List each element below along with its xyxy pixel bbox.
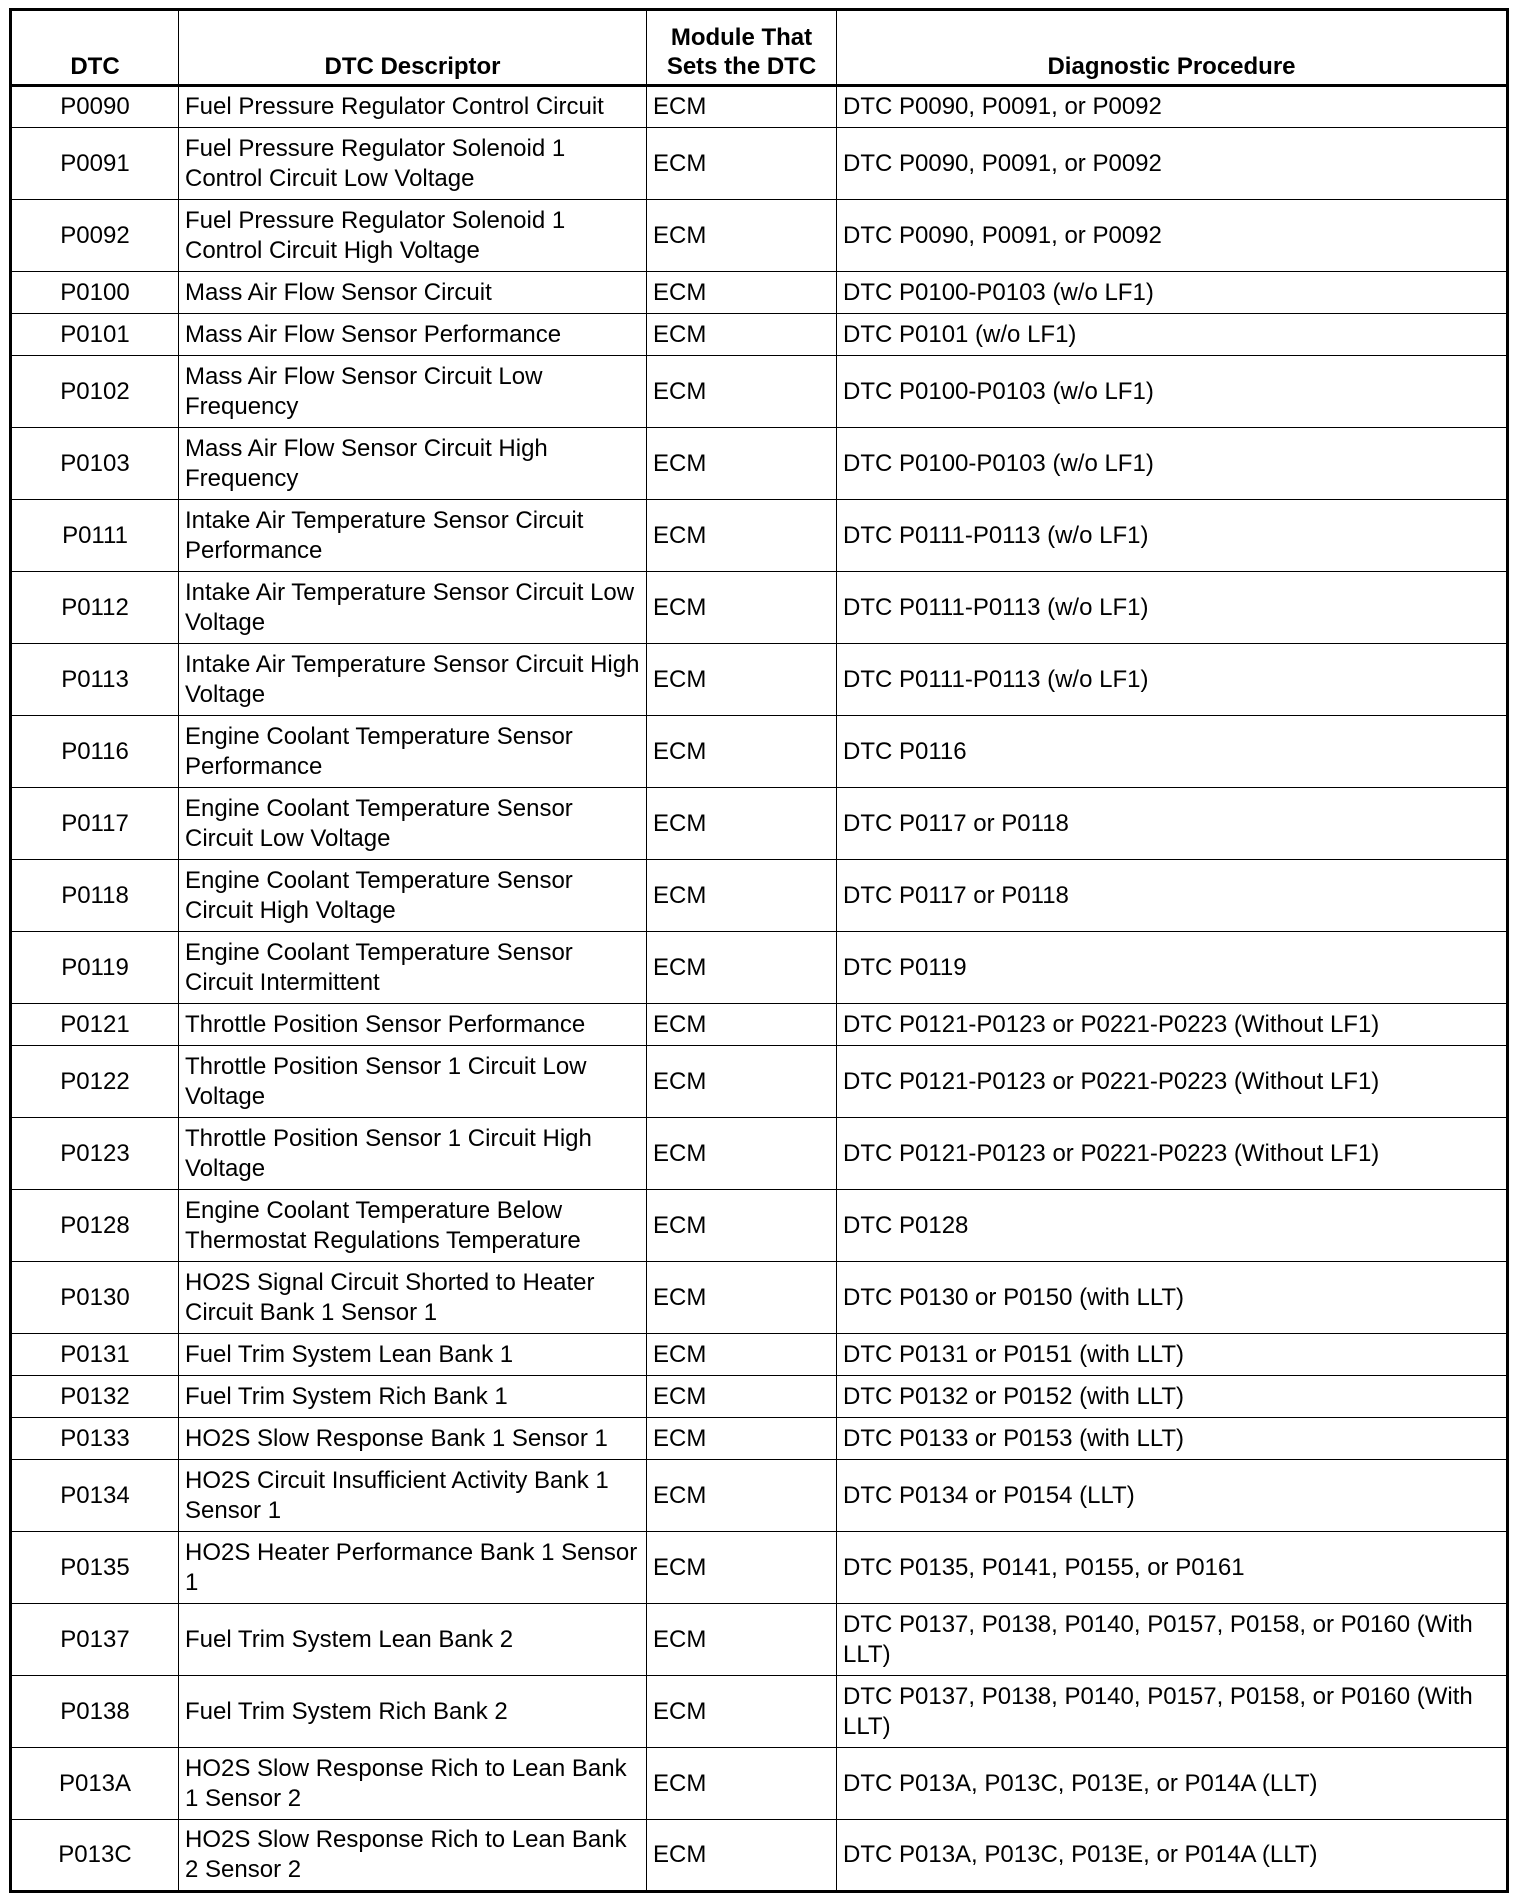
- table-row: [11, 128, 1508, 200]
- dtc-descriptor-cell: Intake Air Temperature Sensor Circuit Low Voltage: [179, 572, 647, 644]
- diagnostic-procedure-cell: DTC P0132 or P0152 (with LLT): [837, 1376, 1508, 1418]
- table-row: [11, 356, 1508, 428]
- dtc-descriptor-cell: Mass Air Flow Sensor Circuit Low Frequency: [179, 356, 647, 428]
- dtc-descriptor-cell: HO2S Signal Circuit Shorted to Heater Circuit Bank 1 Sensor 1: [179, 1262, 647, 1334]
- module-cell: ECM: [647, 314, 837, 356]
- module-cell: ECM: [647, 788, 837, 860]
- module-cell: ECM: [647, 272, 837, 314]
- module-cell: ECM: [647, 428, 837, 500]
- diagnostic-procedure-cell: DTC P0111-P0113 (w/o LF1): [837, 572, 1508, 644]
- dtc-descriptor-cell: Mass Air Flow Sensor Circuit High Frequency: [179, 428, 647, 500]
- module-cell: ECM: [647, 1118, 837, 1190]
- table-row: [11, 272, 1508, 314]
- dtc-descriptor-cell: Throttle Position Sensor Performance: [179, 1004, 647, 1046]
- table-row: [11, 1118, 1508, 1190]
- dtc-code-cell: P0134: [11, 1460, 179, 1532]
- dtc-code-cell: P0123: [11, 1118, 179, 1190]
- dtc-descriptor-cell: Engine Coolant Temperature Below Thermostat Regulations Temperature: [179, 1190, 647, 1262]
- dtc-descriptor-cell: Intake Air Temperature Sensor Circuit High Voltage: [179, 644, 647, 716]
- module-cell: ECM: [647, 860, 837, 932]
- table-row: [11, 1460, 1508, 1532]
- diagnostic-procedure-cell: DTC P0131 or P0151 (with LLT): [837, 1334, 1508, 1376]
- header-module-line2: Sets the DTC: [666, 53, 817, 80]
- module-cell: ECM: [647, 1190, 837, 1262]
- header-procedure: Diagnostic Procedure: [837, 10, 1508, 86]
- dtc-code-cell: P0117: [11, 788, 179, 860]
- diagnostic-procedure-cell: DTC P0111-P0113 (w/o LF1): [837, 644, 1508, 716]
- module-cell: ECM: [647, 1676, 837, 1748]
- dtc-code-cell: P0111: [11, 500, 179, 572]
- module-cell: ECM: [647, 1376, 837, 1418]
- dtc-code-cell: P0130: [11, 1262, 179, 1334]
- dtc-descriptor-cell: Mass Air Flow Sensor Circuit: [179, 272, 647, 314]
- diagnostic-procedure-cell: DTC P0100-P0103 (w/o LF1): [837, 356, 1508, 428]
- table-header: [11, 10, 1508, 86]
- diagnostic-procedure-cell: DTC P0130 or P0150 (with LLT): [837, 1262, 1508, 1334]
- table-row: [11, 932, 1508, 1004]
- diagnostic-procedure-cell: DTC P0137, P0138, P0140, P0157, P0158, or P0160 (With LLT): [837, 1604, 1508, 1676]
- table-row: [11, 1748, 1508, 1820]
- module-cell: ECM: [647, 1460, 837, 1532]
- header-module: [647, 10, 837, 86]
- diagnostic-procedure-cell: DTC P0111-P0113 (w/o LF1): [837, 500, 1508, 572]
- table-row: [11, 1676, 1508, 1748]
- diagnostic-procedure-cell: DTC P0117 or P0118: [837, 860, 1508, 932]
- module-cell: ECM: [647, 572, 837, 644]
- dtc-descriptor-cell: Engine Coolant Temperature Sensor Circuit Low Voltage: [179, 788, 647, 860]
- table-row: [11, 1334, 1508, 1376]
- dtc-code-cell: P0103: [11, 428, 179, 500]
- diagnostic-procedure-cell: DTC P0134 or P0154 (LLT): [837, 1460, 1508, 1532]
- table-row: [11, 1820, 1508, 1892]
- diagnostic-procedure-cell: DTC P0100-P0103 (w/o LF1): [837, 428, 1508, 500]
- dtc-descriptor-cell: Throttle Position Sensor 1 Circuit High Voltage: [179, 1118, 647, 1190]
- dtc-descriptor-cell: Fuel Pressure Regulator Solenoid 1 Control Circuit High Voltage: [179, 200, 647, 272]
- module-cell: ECM: [647, 932, 837, 1004]
- module-cell: ECM: [647, 1004, 837, 1046]
- dtc-descriptor-cell: Engine Coolant Temperature Sensor Performance: [179, 716, 647, 788]
- dtc-code-cell: P0121: [11, 1004, 179, 1046]
- dtc-code-cell: P0100: [11, 272, 179, 314]
- dtc-code-cell: P0122: [11, 1046, 179, 1118]
- dtc-table: [9, 8, 1509, 1893]
- dtc-code-cell: P0102: [11, 356, 179, 428]
- diagnostic-procedure-cell: DTC P0090, P0091, or P0092: [837, 200, 1508, 272]
- header-row: [11, 10, 1508, 86]
- header-dtc: DTC: [11, 10, 179, 86]
- dtc-descriptor-cell: Fuel Trim System Rich Bank 2: [179, 1676, 647, 1748]
- module-cell: ECM: [647, 716, 837, 788]
- module-cell: ECM: [647, 1604, 837, 1676]
- table-row: [11, 1418, 1508, 1460]
- module-cell: ECM: [647, 356, 837, 428]
- table-row: [11, 1532, 1508, 1604]
- dtc-descriptor-cell: Intake Air Temperature Sensor Circuit Performance: [179, 500, 647, 572]
- module-cell: ECM: [647, 1532, 837, 1604]
- dtc-code-cell: P0119: [11, 932, 179, 1004]
- dtc-code-cell: P0112: [11, 572, 179, 644]
- dtc-descriptor-cell: HO2S Slow Response Rich to Lean Bank 2 Sensor 2: [179, 1820, 647, 1892]
- table-row: [11, 200, 1508, 272]
- dtc-code-cell: P0101: [11, 314, 179, 356]
- diagnostic-procedure-cell: DTC P0121-P0123 or P0221-P0223 (Without LF1): [837, 1004, 1508, 1046]
- dtc-code-cell: P0131: [11, 1334, 179, 1376]
- dtc-code-cell: P0132: [11, 1376, 179, 1418]
- table-row: [11, 644, 1508, 716]
- dtc-code-cell: P0138: [11, 1676, 179, 1748]
- table-row: [11, 1004, 1508, 1046]
- module-cell: ECM: [647, 1748, 837, 1820]
- dtc-code-cell: P0116: [11, 716, 179, 788]
- dtc-descriptor-cell: Fuel Pressure Regulator Solenoid 1 Control Circuit Low Voltage: [179, 128, 647, 200]
- diagnostic-procedure-cell: DTC P0119: [837, 932, 1508, 1004]
- dtc-code-cell: P0118: [11, 860, 179, 932]
- table-row: [11, 572, 1508, 644]
- module-cell: ECM: [647, 644, 837, 716]
- dtc-descriptor-cell: Fuel Trim System Rich Bank 1: [179, 1376, 647, 1418]
- module-cell: ECM: [647, 1820, 837, 1892]
- dtc-descriptor-cell: HO2S Circuit Insufficient Activity Bank 1 Sensor 1: [179, 1460, 647, 1532]
- module-cell: ECM: [647, 86, 837, 128]
- table-row: [11, 500, 1508, 572]
- dtc-code-cell: P0092: [11, 200, 179, 272]
- dtc-code-cell: P0128: [11, 1190, 179, 1262]
- module-cell: ECM: [647, 1334, 837, 1376]
- dtc-descriptor-cell: Throttle Position Sensor 1 Circuit Low Voltage: [179, 1046, 647, 1118]
- module-cell: ECM: [647, 1046, 837, 1118]
- dtc-code-cell: P0090: [11, 86, 179, 128]
- table-row: [11, 1376, 1508, 1418]
- table-row: [11, 86, 1508, 128]
- diagnostic-procedure-cell: DTC P0137, P0138, P0140, P0157, P0158, or P0160 (With LLT): [837, 1676, 1508, 1748]
- diagnostic-procedure-cell: DTC P0101 (w/o LF1): [837, 314, 1508, 356]
- table-row: [11, 314, 1508, 356]
- diagnostic-procedure-cell: DTC P0117 or P0118: [837, 788, 1508, 860]
- module-cell: ECM: [647, 1262, 837, 1334]
- diagnostic-procedure-cell: DTC P0090, P0091, or P0092: [837, 128, 1508, 200]
- diagnostic-procedure-cell: DTC P0116: [837, 716, 1508, 788]
- dtc-code-cell: P0133: [11, 1418, 179, 1460]
- table-row: [11, 716, 1508, 788]
- dtc-descriptor-cell: Mass Air Flow Sensor Performance: [179, 314, 647, 356]
- diagnostic-procedure-cell: DTC P0128: [837, 1190, 1508, 1262]
- diagnostic-procedure-cell: DTC P0100-P0103 (w/o LF1): [837, 272, 1508, 314]
- dtc-code-cell: P013A: [11, 1748, 179, 1820]
- table-body: [11, 86, 1508, 1892]
- table-row: [11, 788, 1508, 860]
- dtc-code-cell: P0135: [11, 1532, 179, 1604]
- diagnostic-procedure-cell: DTC P0133 or P0153 (with LLT): [837, 1418, 1508, 1460]
- diagnostic-procedure-cell: DTC P0121-P0123 or P0221-P0223 (Without LF1): [837, 1046, 1508, 1118]
- header-descriptor: DTC Descriptor: [179, 10, 647, 86]
- diagnostic-procedure-cell: DTC P0121-P0123 or P0221-P0223 (Without LF1): [837, 1118, 1508, 1190]
- table-row: [11, 1604, 1508, 1676]
- dtc-code-cell: P0137: [11, 1604, 179, 1676]
- table-row: [11, 428, 1508, 500]
- diagnostic-procedure-cell: DTC P0135, P0141, P0155, or P0161: [837, 1532, 1508, 1604]
- module-cell: ECM: [647, 1418, 837, 1460]
- table-row: [11, 1262, 1508, 1334]
- module-cell: ECM: [647, 500, 837, 572]
- module-cell: ECM: [647, 128, 837, 200]
- dtc-code-cell: P0113: [11, 644, 179, 716]
- dtc-descriptor-cell: Engine Coolant Temperature Sensor Circuit Intermittent: [179, 932, 647, 1004]
- dtc-descriptor-cell: Fuel Trim System Lean Bank 2: [179, 1604, 647, 1676]
- dtc-descriptor-cell: HO2S Slow Response Rich to Lean Bank 1 Sensor 2: [179, 1748, 647, 1820]
- dtc-code-cell: P0091: [11, 128, 179, 200]
- diagnostic-procedure-cell: DTC P013A, P013C, P013E, or P014A (LLT): [837, 1748, 1508, 1820]
- header-module-line1: Module That: [670, 24, 813, 51]
- dtc-descriptor-cell: HO2S Slow Response Bank 1 Sensor 1: [179, 1418, 647, 1460]
- dtc-descriptor-cell: Fuel Pressure Regulator Control Circuit: [179, 86, 647, 128]
- dtc-code-cell: P013C: [11, 1820, 179, 1892]
- table-row: [11, 1190, 1508, 1262]
- diagnostic-procedure-cell: DTC P0090, P0091, or P0092: [837, 86, 1508, 128]
- dtc-descriptor-cell: Fuel Trim System Lean Bank 1: [179, 1334, 647, 1376]
- module-cell: ECM: [647, 200, 837, 272]
- table-row: [11, 860, 1508, 932]
- diagnostic-procedure-cell: DTC P013A, P013C, P013E, or P014A (LLT): [837, 1820, 1508, 1892]
- dtc-descriptor-cell: HO2S Heater Performance Bank 1 Sensor 1: [179, 1532, 647, 1604]
- table-row: [11, 1046, 1508, 1118]
- dtc-descriptor-cell: Engine Coolant Temperature Sensor Circuit High Voltage: [179, 860, 647, 932]
